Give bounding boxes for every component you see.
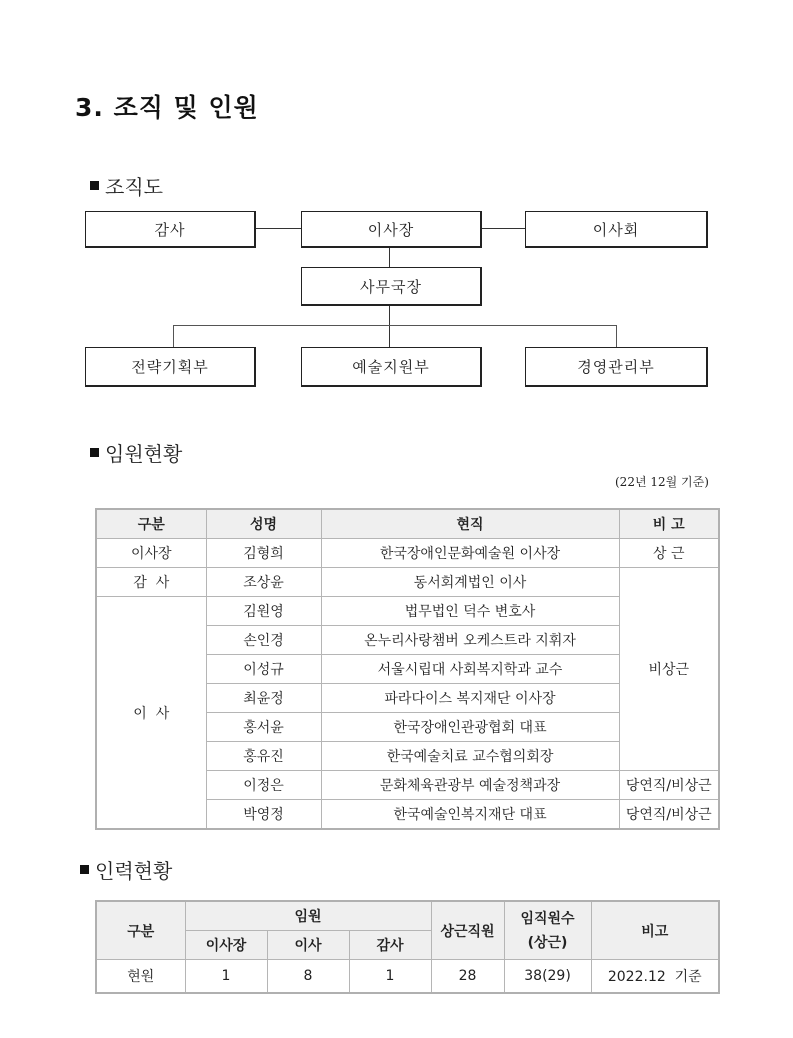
column-header: 이사 [267, 931, 349, 960]
connector-line [389, 247, 390, 267]
name-cell: 김원영 [206, 597, 321, 626]
org-box-auditor: 감사 [85, 211, 256, 248]
position-cell: 문화체육관광부 예술정책과장 [321, 771, 619, 800]
page-title: 3. 조직 및 인원 [75, 93, 259, 122]
position-cell: 한국예술인복지재단 대표 [321, 800, 619, 830]
name-cell: 박영정 [206, 800, 321, 830]
org-box-arts-support-dept: 예술지원부 [301, 347, 482, 387]
column-header: 비 고 [619, 509, 719, 539]
column-header: 현직 [321, 509, 619, 539]
table-header-row [96, 509, 719, 539]
section-heading-executives [90, 438, 182, 467]
section-label: 인력현황 [95, 859, 173, 883]
remark-cell: 당연직/비상근 [619, 771, 719, 800]
remark-cell-merged: 비상근 [619, 568, 719, 771]
executives-table [95, 508, 720, 830]
column-header: 구분 [96, 509, 206, 539]
column-header: 상근직원 [431, 901, 504, 960]
table-row [96, 568, 719, 597]
name-cell: 홍서윤 [206, 713, 321, 742]
position-cell: 파라다이스 복지재단 이사장 [321, 684, 619, 713]
position-cell: 한국장애인관광협회 대표 [321, 713, 619, 742]
position-cell: 서울시립대 사회복지학과 교수 [321, 655, 619, 684]
connector-line [255, 228, 301, 229]
square-bullet-icon [90, 448, 99, 457]
connector-line [481, 228, 525, 229]
group-cell: 이사장 [96, 539, 206, 568]
column-header: 구분 [96, 901, 185, 960]
table-header-row [96, 901, 719, 931]
header-line: 임직원수 [520, 910, 575, 927]
section-label: 임원현황 [105, 442, 183, 466]
section-heading-staff [80, 855, 172, 884]
column-header: 비고 [591, 901, 719, 960]
value-cell: 38(29) [504, 960, 591, 994]
square-bullet-icon [90, 181, 99, 190]
value-cell: 8 [267, 960, 349, 994]
org-box-board: 이사회 [525, 211, 708, 248]
section-label: 조직도 [105, 175, 163, 199]
name-cell: 홍유진 [206, 742, 321, 771]
connector-line [616, 325, 617, 347]
value-cell: 1 [349, 960, 431, 994]
name-cell: 이성규 [206, 655, 321, 684]
org-box-secretary-general: 사무국장 [301, 267, 482, 306]
position-cell: 동서회계법인 이사 [321, 568, 619, 597]
position-cell: 법무법인 덕수 변호사 [321, 597, 619, 626]
org-box-chairman: 이사장 [301, 211, 482, 248]
position-cell: 온누리사랑챔버 오케스트라 지휘자 [321, 626, 619, 655]
name-cell: 이정은 [206, 771, 321, 800]
name-cell: 최윤정 [206, 684, 321, 713]
position-cell: 한국예술치료 교수협의회장 [321, 742, 619, 771]
position-cell: 한국장애인문화예술원 이사장 [321, 539, 619, 568]
section-heading-org [90, 171, 163, 200]
column-header: 성명 [206, 509, 321, 539]
connector-line [389, 305, 390, 347]
name-cell: 조상윤 [206, 568, 321, 597]
value-cell: 1 [185, 960, 267, 994]
square-bullet-icon [80, 865, 89, 874]
category-cell: 현원 [96, 960, 185, 994]
org-box-management-dept: 경영관리부 [525, 347, 708, 387]
staff-table [95, 900, 720, 994]
group-cell: 감 사 [96, 568, 206, 597]
connector-line [173, 325, 174, 347]
remark-cell: 당연직/비상근 [619, 800, 719, 830]
name-cell: 김형희 [206, 539, 321, 568]
connector-line [173, 325, 617, 326]
column-header: 감사 [349, 931, 431, 960]
group-cell: 이 사 [96, 597, 206, 830]
table-row [96, 539, 719, 568]
reference-date-note: (22년 12월 기준) [615, 475, 709, 489]
table-row [96, 960, 719, 994]
remark-cell: 2022.12 기준 [591, 960, 719, 994]
remark-cell: 상 근 [619, 539, 719, 568]
value-cell: 28 [431, 960, 504, 994]
column-header: 이사장 [185, 931, 267, 960]
column-header [504, 901, 591, 960]
header-line: (상근) [527, 934, 568, 951]
column-header-group: 임원 [185, 901, 431, 931]
org-box-strategy-dept: 전략기획부 [85, 347, 256, 387]
name-cell: 손인경 [206, 626, 321, 655]
